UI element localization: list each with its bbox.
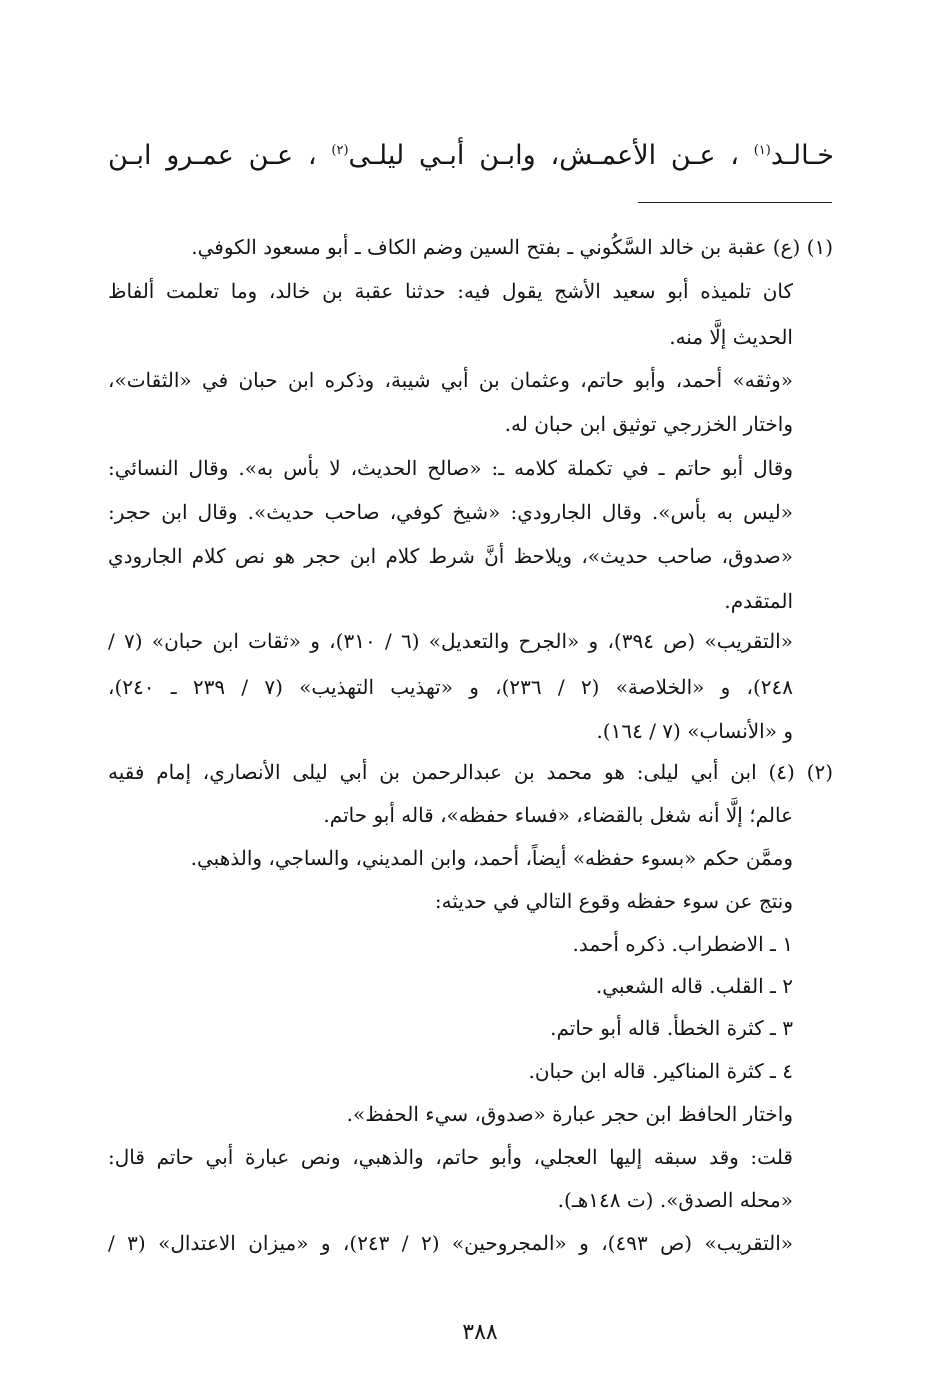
page-number: ٣٨٨ — [462, 1320, 498, 1345]
fn1-line: (١) (ع) عقبة بن خالد السَّكُوني ـ بفتح السين وضم الكاف ـ أبو مسعود الكوفي. — [191, 235, 833, 259]
fn2-line: عالم؛ إلَّا أنه شغل بالقضاء، «فساء حفظه»، قاله أبو حاتم. — [323, 803, 793, 827]
fn2-list-item: ٤ ـ كثرة المناكير. قاله ابن حبان. — [528, 1059, 793, 1083]
main-text-line — [108, 136, 834, 176]
fn2-line: «التقريب» (ص ٤٩٣)، و «المجروحين» (٢ / ٢٤٣)، و «ميزان الاعتدال» (٣ / — [108, 1231, 793, 1255]
footnote-ref-2: (٢) — [331, 143, 349, 158]
fn1-line: الحديث إلَّا منه. — [669, 325, 793, 349]
fn2-line: «محله الصدق». (ت ١٤٨هـ). — [557, 1188, 793, 1212]
fn2-list-item: ٢ ـ القلب. قاله الشعبي. — [595, 974, 793, 998]
fn1-line: «صدوق، صاحب حديث»، ويلاحظ أنَّ شرط كلام ابن حجر هو نص كلام الجارودي — [108, 544, 793, 568]
footnote-ref-1: (١) — [753, 143, 771, 158]
fn1-line: كان تلميذه أبو سعيد الأشج يقول فيه: حدثنا عقبة بن خالد، وما تعلمت ألفاظ — [108, 279, 793, 303]
fn2-line: وممَّن حكم «بسوء حفظه» أيضاً، أحمد، وابن المديني، والساجي، والذهبي. — [190, 846, 793, 870]
footnote-divider — [638, 202, 832, 203]
fn1-line: واختار الخزرجي توثيق ابن حبان له. — [504, 412, 793, 436]
main-text-part-3: ، عـن عمـرو ابـن — [108, 140, 332, 171]
fn2-list-item: ١ ـ الاضطراب. ذكره أحمد. — [572, 932, 793, 956]
fn1-line: المتقدم. — [724, 589, 793, 613]
fn1-line: وقال أبو حاتم ـ في تكملة كلامه ـ: «صالح الحديث، لا بأس به». وقال النسائي: — [108, 456, 793, 480]
fn1-line: و «الأنساب» (٧ / ١٦٤). — [596, 719, 793, 743]
fn1-line: «ليس به بأس». وقال الجارودي: «شيخ كوفي، صاحب حديث». وقال ابن حجر: — [108, 500, 793, 524]
fn1-line: «وثقه» أحمد، وأبو حاتم، وعثمان بن أبي شيبة، وذكره ابن حبان في «الثقات»، — [108, 368, 793, 392]
fn2-line: قلت: وقد سبقه إليها العجلي، وأبو حاتم، والذهبي، ونص عبارة أبي حاتم قال: — [108, 1145, 793, 1169]
main-text-part-2: ، عـن الأعمـش، وابـن أبـي ليلـى — [348, 140, 754, 171]
fn2-line: ونتج عن سوء حفظه وقوع التالي في حديثه: — [434, 889, 793, 913]
fn2-list-item: ٣ ـ كثرة الخطأ. قاله أبو حاتم. — [550, 1016, 793, 1040]
fn1-line: «التقريب» (ص ٣٩٤)، و «الجرح والتعديل» (٦ / ٣١٠)، و «ثقات ابن حبان» (٧ / — [108, 629, 793, 653]
fn1-line: ٢٤٨)، و «الخلاصة» (٢ / ٢٣٦)، و «تهذيب التهذيب» (٧ / ٢٣٩ ـ ٢٤٠)، — [108, 675, 794, 699]
fn2-line: (٢) (٤) ابن أبي ليلى: هو محمد بن عبدالرحمن بن أبي ليلى الأنصاري، إمام فقيه — [108, 760, 833, 784]
main-text-part-1: خـالـد — [770, 140, 834, 171]
fn2-line: واختار الحافظ ابن حجر عبارة «صدوق، سيء الحفظ». — [346, 1102, 793, 1126]
